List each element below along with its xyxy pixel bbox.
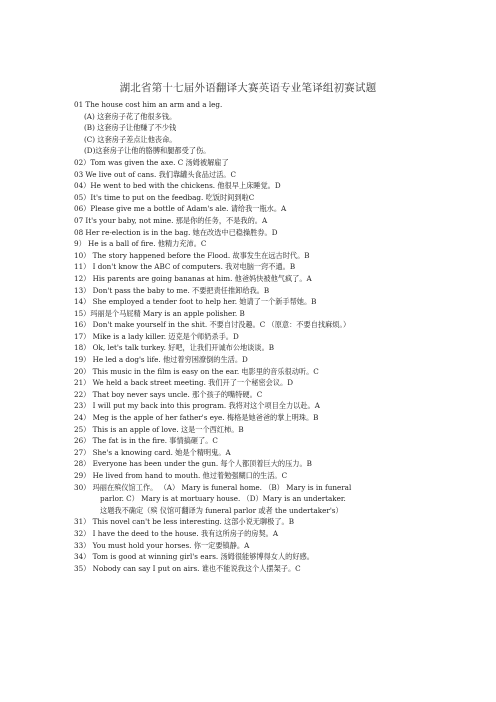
question-line: 11） I don't know the ABC of computers. 我对电脑一窍不通。B: [74, 262, 296, 272]
question-line: (B) 这套房子让他赚了不少钱: [84, 123, 177, 133]
question-line: 18） Ok, let's talk turkey. 好吧，让我们开诚布公地谈谈。B: [74, 343, 275, 353]
question-line: 15）玛丽是个马屁精 Mary is an apple polisher. B: [74, 308, 245, 318]
question-list: [74, 99, 484, 574]
question-line: 32） I have the deed to the house. 我有这所房子的房契。A: [74, 528, 279, 538]
question-line: 31） This novel can't be less interesting. 这部小说无聊极了。B: [74, 517, 295, 527]
question-line: 16） Don't make yourself in the shit. 不要自讨没趣。C （原意：不要自找麻烦。）: [74, 320, 351, 330]
question-line: 01 The house cost him an arm and a leg.: [74, 100, 223, 109]
question-line: 13） Don't pass the baby to me. 不要把责任推卸给我。B: [74, 285, 270, 295]
question-line: parlor. C） Mary is at mortuary house. （D）Mary is an undertaker.: [100, 494, 346, 504]
question-line: 21） We held a back street meeting. 我们开了一个秘密会议。D: [74, 378, 293, 388]
question-line: 27） She's a knowing card. 她是个精明鬼。A: [74, 447, 231, 457]
question-line: 05）It's time to put on the feedbag. 吃饭时间到啦C: [74, 192, 255, 202]
question-line: 28） Everyone has been under the gun. 每个人都顶着巨大的压力。B: [74, 459, 312, 469]
question-line: 08 Her re-election is in the bag. 她在改选中已稳操胜券。D: [74, 227, 278, 237]
question-line: 06）Please give me a bottle of Adam's ale. 请给我一瓶水。A: [74, 204, 287, 214]
question-line: 19） He led a dog's life. 他过着穷困潦倒的生活。D: [74, 355, 248, 365]
question-line: 24） Meg is the apple of her father's eye. 梅格是她爸爸的掌上明珠。B: [74, 413, 319, 423]
question-line: (A) 这套房子花了他很多钱。: [84, 111, 177, 121]
question-line: 这题我不确定（殡 仪馆可翻译为 funeral parlor 或者 the undertaker's）: [100, 505, 343, 515]
question-line: 10） The story happened before the Flood. 故事发生在远古时代。B: [74, 250, 310, 260]
question-line: 9） He is a ball of fire. 他精力充沛。C: [74, 239, 207, 249]
question-line: 22） That boy never says uncle. 那个孩子的嘴特硬。C: [74, 389, 263, 399]
question-line: 23） I will put my back into this program. 我将对这个项目全力以赴。A: [74, 401, 320, 411]
question-line: 20） This music in the film is easy on the ear. 电影里的音乐很动听。C: [74, 366, 319, 376]
question-line: 02）Tom was given the axe. C 汤姆被解雇了: [74, 157, 229, 167]
question-line: 25） This is an apple of love. 这是一个西红柿。B: [74, 424, 244, 434]
question-line: 26） The fat is in the fire. 事情搞砸了。C: [74, 436, 218, 446]
question-line: 35） Nobody can say I put on airs. 谁也不能说我这个人摆架子。C: [74, 563, 301, 573]
document-title: 湖北省第十七届外语翻译大赛英语专业笔译组初赛试题: [119, 82, 377, 94]
question-line: 07 It's your baby, not mine. 那是你的任务，不是我的。A: [74, 215, 268, 225]
question-line: (D)这套房子让他的胳膊和腿都受了伤。: [84, 146, 211, 156]
question-line: 17） Mike is a lady killer. 迈克是个师奶杀手。D: [74, 331, 239, 341]
question-line: 30） 玛丽在殡仪馆工作。 （A） Mary is funeral home. （B） Mary is in funeral: [74, 482, 352, 492]
question-line: 03 We live out of cans. 我们靠罐头食品过活。C: [74, 169, 236, 179]
question-line: 14） She employed a tender foot to help her. 她请了一个新手帮她。B: [74, 297, 317, 307]
question-line: (C) 这套房子差点让他丧命。: [84, 134, 177, 144]
question-line: 04）He went to bed with the chickens. 他很早上床睡觉。D: [74, 181, 281, 191]
question-line: 34） Tom is good at winning girl's ears. 汤姆很能够博得女人的好感。: [74, 552, 314, 562]
question-line: 12） His parents are going bananas at him. 他爸妈快被他气疯了。A: [74, 273, 312, 283]
question-line: 33） You must hold your horses. 你一定要镇静。A: [74, 540, 250, 550]
question-line: 29） He lived from hand to mouth. 他过着勉强糊口的生活。C: [74, 471, 288, 480]
